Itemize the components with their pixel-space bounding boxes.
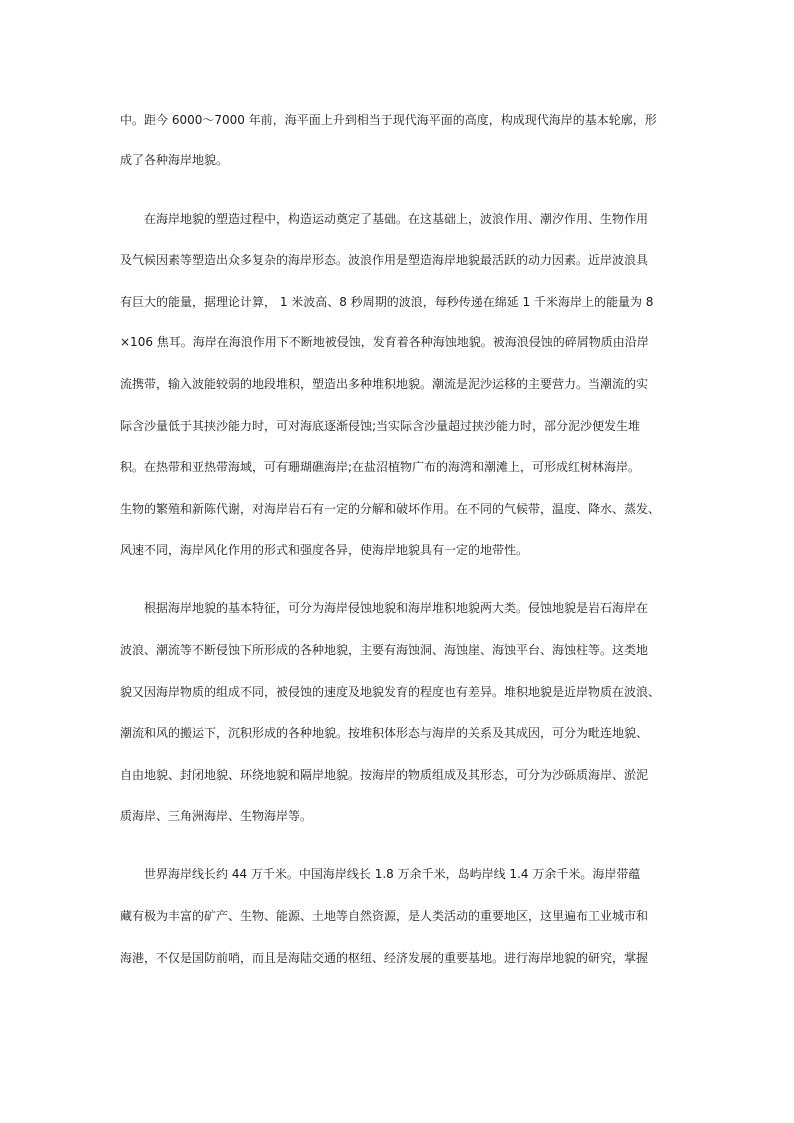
paragraph-2-line-8: 生物的繁殖和新陈代谢，对海岸岩石有一定的分解和破坏作用。在不同的气候带，温度、降水、蒸发、	[120, 502, 661, 516]
paragraph-2-line-9: 风速不同，海岸风化作用的形式和强度各异，使海岸地貌具有一定的地带性。	[120, 543, 529, 557]
paragraph-3-line-5: 自由地貌、封闭地貌、环绕地貌和隔岸地貌。按海岸的物质组成及其形态，可分为沙砾质海岸、淤泥	[120, 768, 649, 782]
paragraph-2-line-3: 有巨大的能量，据理论计算， 1 米波高、8 秒周期的波浪，每秒传递在绵延 1 千米海岸上的能量为 8	[120, 295, 654, 309]
paragraph-2-line-6: 际含沙量低于其挟沙能力时，可对海底逐渐侵蚀;当实际含沙量超过挟沙能力时，部分泥沙便发生堆	[120, 419, 641, 433]
paragraph-1-line-1: 中。距今 6000～7000 年前，海平面上升到相当于现代海平面的高度，构成现代海岸的基本轮廓，形	[120, 113, 657, 127]
paragraph-3-line-6: 质海岸、三角洲海岸、生物海岸等。	[120, 809, 313, 823]
paragraph-1-line-2: 成了各种海岸地貌。	[120, 153, 229, 167]
paragraph-2-line-4: ×106 焦耳。海岸在海浪作用下不断地被侵蚀，发育着各种海蚀地貌。被海浪侵蚀的碎屑物质由沿岸	[120, 335, 649, 349]
paragraph-4-line-2: 藏有极为丰富的矿产、生物、能源、土地等自然资源，是人类活动的重要地区，这里遍布工业城市和	[120, 909, 649, 923]
paragraph-2-line-2: 及气候因素等塑造出众多复杂的海岸形态。波浪作用是塑造海岸地貌最活跃的动力因素。近岸波浪具	[120, 253, 649, 267]
paragraph-2-line-7: 积。在热带和亚热带海域，可有珊瑚礁海岸;在盐沼植物广布的海湾和潮滩上，可形成红树林海岸。	[120, 460, 641, 474]
paragraph-3-line-3: 貌又因海岸物质的组成不同，被侵蚀的速度及地貌发育的程度也有差异。堆积地貌是近岸物质在波浪、	[120, 685, 661, 699]
paragraph-3-line-2: 波浪、潮流等不断侵蚀下所形成的各种地貌，主要有海蚀洞、海蚀崖、海蚀平台、海蚀柱等。这类地	[120, 643, 649, 657]
paragraph-3-line-1: 根据海岸地貌的基本特征，可分为海岸侵蚀地貌和海岸堆积地貌两大类。侵蚀地貌是岩石海岸在	[144, 601, 649, 615]
paragraph-4-line-3: 海港，不仅是国防前哨，而且是海陆交通的枢纽、经济发展的重要基地。进行海岸地貌的研究，掌握	[120, 951, 649, 965]
paragraph-3-line-4: 潮流和风的搬运下，沉积形成的各种地貌。按堆积体形态与海岸的关系及其成因，可分为毗连地貌、	[120, 726, 649, 740]
paragraph-2-line-5: 流携带，输入波能较弱的地段堆积，塑造出多种堆积地貌。潮流是泥沙运移的主要营力。当潮流的实	[120, 377, 649, 391]
paragraph-2-line-1: 在海岸地貌的塑造过程中，构造运动奠定了基础。在这基础上，波浪作用、潮汐作用、生物作用	[144, 212, 649, 226]
paragraph-4-line-1: 世界海岸线长约 44 万千米。中国海岸线长 1.8 万余千米，岛屿岸线 1.4 万余千米。海岸带蕴	[144, 867, 641, 881]
